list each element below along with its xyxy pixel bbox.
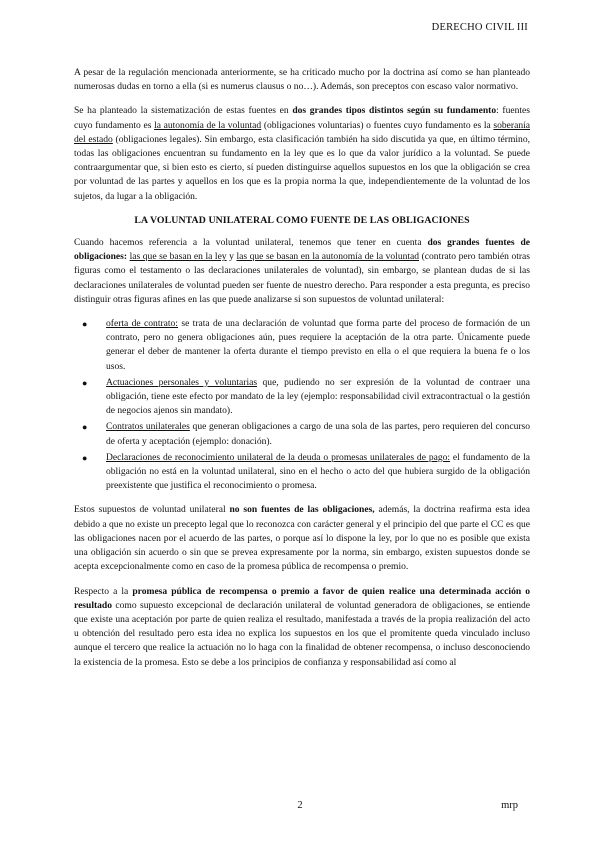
bullet-list xyxy=(74,317,530,493)
underlined-phrase: soberanía del estado xyxy=(74,119,530,145)
paragraph-1: A pesar de la regulación mencionada anteriormente, se ha criticado mucho por la doctrina así como se han planteado numerosas dudas en torno a ella (si es numerus clausus o no…). Además, son preceptos con escaso valor normativo. xyxy=(74,67,530,93)
bold-phrase: no son fuentes de las obligaciones, xyxy=(229,504,375,516)
document-body xyxy=(74,66,530,680)
paragraph-4: Estos supuestos de voluntad unilateral no son fuentes de las obligaciones, además, la doctrina reafirma esta idea debido a que no existe un precepto legal que lo reconozca con carácter general y el principio del que parte el CC es que las obligaciones nacen por el acuerdo de las partes, o porque así lo dispone la ley, por lo que no es posible que exista una obligación sin acuerdo o sin que se prevea expresamente por la norma, sin embargo, existen supuestos donde se acepta excepcionalmente como en caso de la promesa pública de recompensa o premio. xyxy=(74,504,531,573)
paragraph-3: Cuando hacemos referencia a la voluntad unilateral, tenemos que tener en cuenta dos grandes fuentes de obligaciones: las que se basan en la ley y las que se basan en la autonomía de la voluntad (contrato pero también otras figuras como el testamento o las declaraciones unilaterales de voluntad), sin embargo, se plantean dudas de si las declaraciones unilaterales de voluntad pueden ser fuente de nuestro derecho. Para responder a esta pregunta, es preciso distinguir otras figuras afines en las que puede analizarse si son supuestos de voluntad unilateral: xyxy=(74,237,530,305)
list-item: ● Contratos unilaterales que generan obligaciones a cargo de una sola de las partes, pero requieren del concurso de oferta y aceptación (ejemplo: donación). xyxy=(82,421,531,447)
bold-phrase: dos grandes tipos distintos según su fundamento xyxy=(292,105,497,117)
bullet-icon: ● xyxy=(82,422,88,433)
running-header: DERECHO CIVIL III xyxy=(431,22,528,33)
section-heading: LA VOLUNTAD UNILATERAL COMO FUENTE DE LAS OBLIGACIONES xyxy=(134,214,470,226)
bold-phrase: dos grandes fuentes de obligaciones: xyxy=(74,237,530,263)
paragraph-5: Respecto a la promesa pública de recompensa o premio a favor de quien realice una determinada acción o resultado como supuesto excepcional de declaración unilateral de voluntad generadora de obligaciones, se entiende que existe una aceptación por parte de quien realiza el resultado, manifestada a través de la propia realización del acto u obtención del resultado pero esta idea no explica los supuestos en los que el promitente queda vinculado incluso aunque el tercero que realice la actuación no lo haga con la finalidad de obtener recompensa, o incluso desconociendo la existencia de la promesa. Esto se debe a los principios de confianza y responsabilidad así como al xyxy=(74,585,530,668)
list-item: ● Actuaciones personales y voluntarias que, pudiendo no ser expresión de la voluntad de contraer una obligación, tiene este efecto por mandato de la ley (ejemplo: responsabilidad civil extracontractual o la gestión de negocios ajenos sin mandato). xyxy=(82,376,530,417)
underlined-phrase: las que se basan en la autonomía de la voluntad xyxy=(236,251,420,263)
bullet-icon: ● xyxy=(82,377,88,388)
list-item: ● oferta de contrato: se trata de una declaración de voluntad que forma parte del proceso de formación de un contrato, pero no genera obligaciones aún, pues requiere la aceptación de la otra parte. Únicamente puede generar el deber de mantener la oferta durante el tiempo previsto en ella o el que requiera la buena fe o los usos. xyxy=(82,318,530,372)
underlined-phrase: la autonomía de la voluntad xyxy=(154,119,262,131)
bullet-icon: ● xyxy=(82,319,88,330)
bullet-icon: ● xyxy=(82,452,88,463)
underlined-phrase: las que se basan en la ley xyxy=(129,251,227,263)
list-item: ● Declaraciones de reconocimiento unilateral de la deuda o promesas unilaterales de pago: el fundamento de la obligación no está en la voluntad unilateral, sino en el hecho o acto del que hubiera surgido de la obligación preexistente que justifica el reconocimiento o promesa. xyxy=(82,451,530,492)
paragraph-2: Se ha planteado la sistematización de estas fuentes en dos grandes tipos distintos según su fundamento: fuentes cuyo fundamento es la autonomía de la voluntad (obligaciones voluntarias) o fuentes cuyo fundamento es la soberanía del estado (obligaciones legales). Sin embargo, esta clasificación también ha sido discutida ya que, en último término, todas las obligaciones encuentran su fundamento en la ley que es lo que da valor jurídico a la voluntad. Se puede contraargumentar que, si bien esto es cierto, sí pueden distinguirse aquellos supuestos en los que la obligación se crea por voluntad de las partes y aquellos en los que es la propia norma la que, independientemente de la voluntad de los sujetos, da lugar a la obligación. xyxy=(74,105,531,202)
author-initials: mrp xyxy=(501,800,518,811)
page-number: 2 xyxy=(297,800,303,811)
bold-phrase: promesa pública de recompensa o premio a favor de quien realice una determinada acción o resultado xyxy=(74,585,530,611)
